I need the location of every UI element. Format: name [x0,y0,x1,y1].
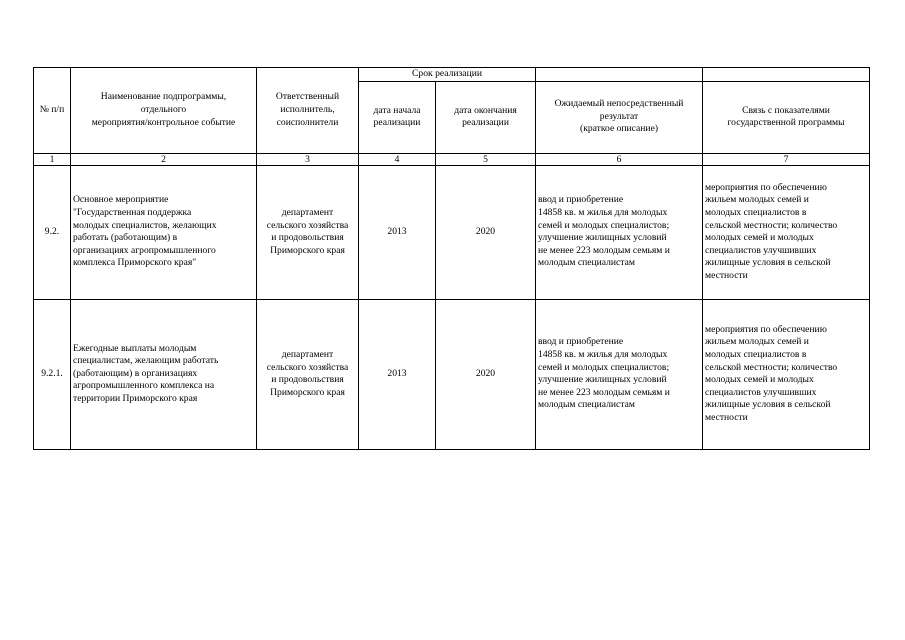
row-link: мероприятия по обеспечению жильем молодых семей и молодых специалистов в сельской местности; количество молодых семей и молодых специалистов улучшивших жилищные условия в сельской местности [703,165,870,299]
row-number: 9.2. [34,165,71,299]
column-number: 5 [436,153,536,165]
column-number: 3 [257,153,359,165]
row-result: ввод и приобретение 14858 кв. м жилья для молодых семей и молодых специалистов; улучшение жилищных условий не менее 223 молодым семьям и молодым специалистам [536,299,703,449]
header-result-spacer [536,68,703,82]
table-row [34,299,870,449]
row-start-year: 2013 [359,299,436,449]
header-start: дата начала реализации [359,81,436,153]
row-name: Ежегодные выплаты молодым специалистам, желающим работать (работающим) в организациях агропромышленного комплекса на территории Приморского края [71,299,257,449]
row-end-year: 2020 [436,165,536,299]
row-executor: департамент сельского хозяйства и продовольствия Приморского края [257,299,359,449]
header-end: дата окончания реализации [436,81,536,153]
header-period-group: Срок реализации [359,68,536,82]
row-start-year: 2013 [359,165,436,299]
header-link-spacer [703,68,870,82]
header-result: Ожидаемый непосредственный результат (краткое описание) [536,81,703,153]
column-number: 1 [34,153,71,165]
program-table [33,67,870,450]
row-link: мероприятия по обеспечению жильем молодых семей и молодых специалистов в сельской местности; количество молодых семей и молодых специалистов улучшивших жилищные условия в сельской местности [703,299,870,449]
row-result: ввод и приобретение 14858 кв. м жилья для молодых семей и молодых специалистов; улучшение жилищных условий не менее 223 молодым семьям и молодым специалистам [536,165,703,299]
row-number: 9.2.1. [34,299,71,449]
column-number-row [34,153,870,165]
header-row-top [34,68,870,82]
row-executor: департамент сельского хозяйства и продовольствия Приморского края [257,165,359,299]
table-row [34,165,870,299]
column-number: 2 [71,153,257,165]
document-page [33,67,869,450]
row-end-year: 2020 [436,299,536,449]
header-no: № п/п [34,68,71,154]
row-name: Основное мероприятие "Государственная поддержка молодых специалистов, желающих работать (работающим) в организациях агропромышленного комплекса Приморского края" [71,165,257,299]
column-number: 7 [703,153,870,165]
header-executor: Ответственный исполнитель, соисполнители [257,68,359,154]
header-name: Наименование подпрограммы, отдельного мероприятия/контрольное событие [71,68,257,154]
column-number: 6 [536,153,703,165]
header-link: Связь с показателями государственной программы [703,81,870,153]
column-number: 4 [359,153,436,165]
